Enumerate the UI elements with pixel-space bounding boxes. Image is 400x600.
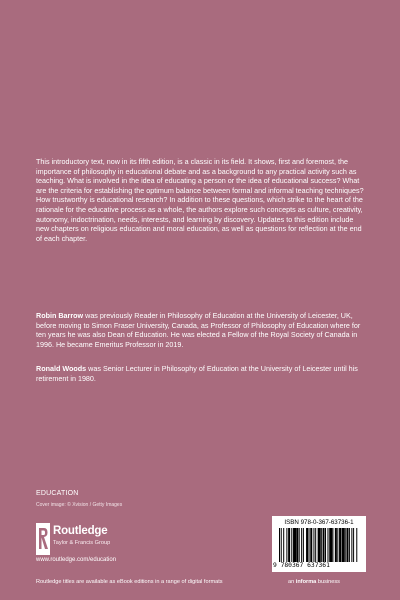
barcode-bar [303, 528, 304, 562]
barcode-bar [291, 528, 292, 562]
barcode-bar [335, 528, 337, 562]
informa-business-note: an informa business [288, 579, 340, 585]
barcode-bar [321, 528, 322, 562]
publisher-logo [36, 523, 156, 555]
barcode-bar [301, 528, 302, 562]
barcode-bar [329, 528, 332, 562]
barcode-bar [279, 528, 280, 562]
author-bio-robin-barrow [36, 311, 364, 349]
publisher-website-link[interactable]: www.routledge.com/education [36, 557, 117, 563]
barcode-bar [356, 528, 357, 562]
barcode-bar [299, 528, 300, 562]
publisher-name: Routledge [53, 525, 108, 537]
barcode-bar [332, 528, 333, 562]
routledge-r-icon [36, 523, 50, 555]
author-name: Robin Barrow [36, 311, 84, 320]
ebook-note: Routledge titles are available as eBook editions in a range of digital formats [36, 579, 223, 585]
barcode-bar [342, 528, 345, 562]
isbn-barcode [272, 516, 366, 572]
author-bio-text: was previously Reader in Philosophy of Education at the University of Leicester, UK, before moving to Simon Fraser University, Canada, as Professor of Philosophy of Education where for ten years he was also Dean of Education. He was elected a Fellow of the Royal Society of Canada in 1996. He became Emeritus Professor in 2019. [36, 311, 361, 349]
barcode-bar [349, 528, 350, 562]
barcode-bar [306, 528, 308, 562]
barcode-bar [337, 528, 338, 562]
author-bio-text: was Senior Lecturer in Philosophy of Education at the University of Leicester until his retirement in 1980. [36, 364, 358, 383]
barcode-bar [318, 528, 321, 562]
author-name: Ronald Woods [36, 364, 87, 373]
barcode-bar [310, 528, 312, 562]
barcode-bar [313, 528, 314, 562]
barcode-bar [286, 528, 287, 562]
barcode-digits: 9 780367 637361 [273, 562, 330, 569]
barcode-bar [346, 528, 348, 562]
barcode-bar [315, 528, 316, 562]
barcode-bar [288, 528, 290, 562]
back-cover-blurb: This introductory text, now in its fifth edition, is a classic in its field. It shows, first and foremost, the importance of philosophy in educational debate and as a background to any practical activity such as teaching. What is involved in the idea of educating a person or the idea of educational success? What are the criteria for establishing the optimum balance between formal and informal teaching techniques? How trustworthy is educational research? In addition to these questions, which strike to the heart of the rationale for the educative process as a whole, the authors explore such concepts as culture, creativity, autonomy, indoctrination, needs, interests, and learning by discovery. Updates to this edition include new chapters on religious education and moral education, as well as questions for reflection at the end of each chapter. [36, 157, 364, 243]
barcode-bar [309, 528, 310, 562]
barcode-bar [351, 528, 352, 562]
cover-image-credit: Cover image: © Xvision / Getty Images [36, 502, 123, 508]
barcode-bar [296, 528, 298, 562]
barcode-bar [281, 528, 282, 562]
barcode-bar [327, 528, 328, 562]
barcode-bars [279, 528, 359, 562]
barcode-bar [325, 528, 326, 562]
barcode-bar [339, 528, 341, 562]
barcode-bar [283, 528, 284, 562]
barcode-bar [345, 528, 346, 562]
isbn-label: ISBN 978-0-367-63736-1 [284, 519, 354, 526]
barcode-bar [293, 528, 296, 562]
subject-category: EDUCATION [36, 490, 79, 497]
author-bio-ronald-woods [36, 364, 364, 383]
barcode-bar [353, 528, 354, 562]
publisher-group: Taylor & Francis Group [53, 540, 111, 546]
barcode-bar [323, 528, 325, 562]
